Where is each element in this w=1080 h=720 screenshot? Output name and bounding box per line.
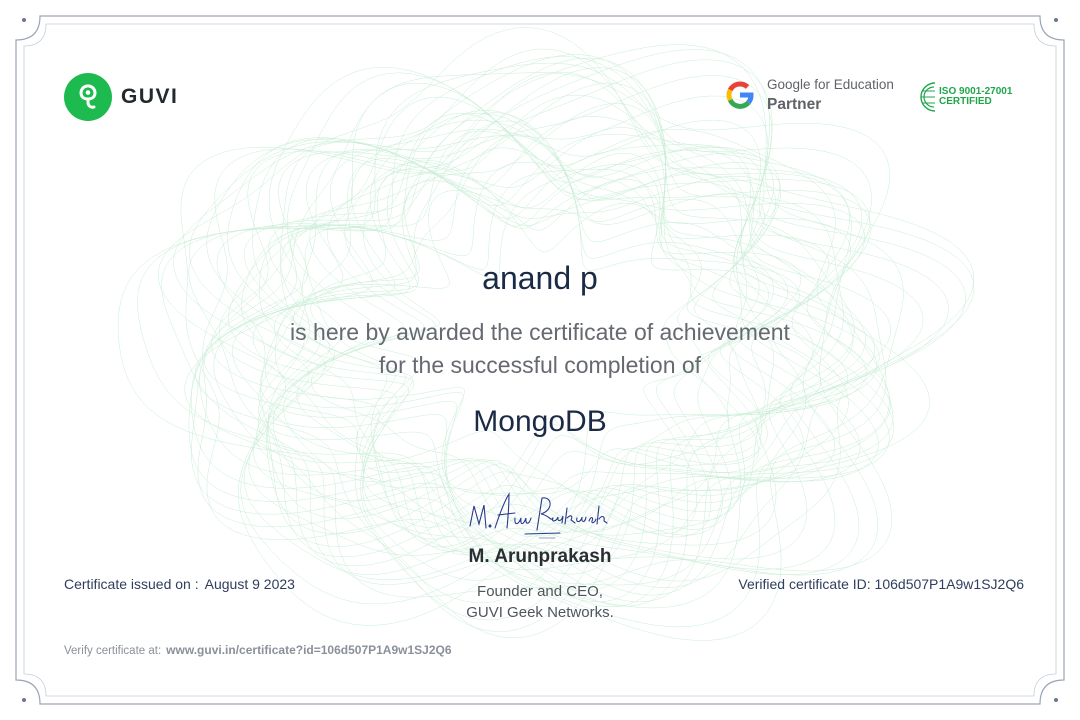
partner-line1: Google for Education (767, 77, 894, 92)
guvi-logo-icon (64, 73, 112, 121)
award-statement (0, 316, 1080, 382)
signer-title-line2: GUVI Geek Networks. (466, 604, 614, 621)
award-line2: for the successful completion of (378, 352, 702, 378)
verified-certificate-id (738, 576, 1024, 592)
verified-id: 106d507P1A9w1SJ2Q6 (874, 576, 1024, 592)
iso-globe-icon (917, 80, 937, 114)
pattern-curve (266, 83, 874, 535)
issued-on (64, 576, 295, 592)
course-name: MongoDB (473, 405, 607, 438)
verified-label: Verified certificate ID: (738, 576, 871, 592)
iso-line1: ISO 9001-27001 (939, 85, 1013, 97)
signer-title-line1: Founder and CEO, (477, 583, 603, 600)
issued-date: August 9 2023 (204, 576, 295, 592)
iso-line2: CERTIFIED (939, 96, 992, 107)
issued-label: Certificate issued on : (64, 576, 199, 592)
google-g-icon (724, 79, 756, 111)
signature-text: M. Arunprakash (540, 542, 548, 543)
verify-link[interactable]: www.guvi.in/certificate?id=106d507P1A9w1SJ2Q6 (166, 643, 452, 657)
partner-line2: Partner (767, 95, 822, 113)
signature-image (465, 488, 615, 544)
award-line1: is here by awarded the certificate of achievement (290, 319, 790, 345)
recipient-name: anand p (482, 260, 598, 296)
google-partner-badge (724, 78, 894, 113)
signer-name: M. Arunprakash (468, 546, 612, 567)
verify-certificate-url (64, 643, 452, 657)
pattern-curve (244, 68, 866, 547)
iso-certified-badge (917, 80, 1012, 114)
verify-label: Verify certificate at: (64, 645, 162, 657)
guvi-logo (64, 73, 178, 121)
guvi-logo-text: GUVI (121, 85, 179, 108)
